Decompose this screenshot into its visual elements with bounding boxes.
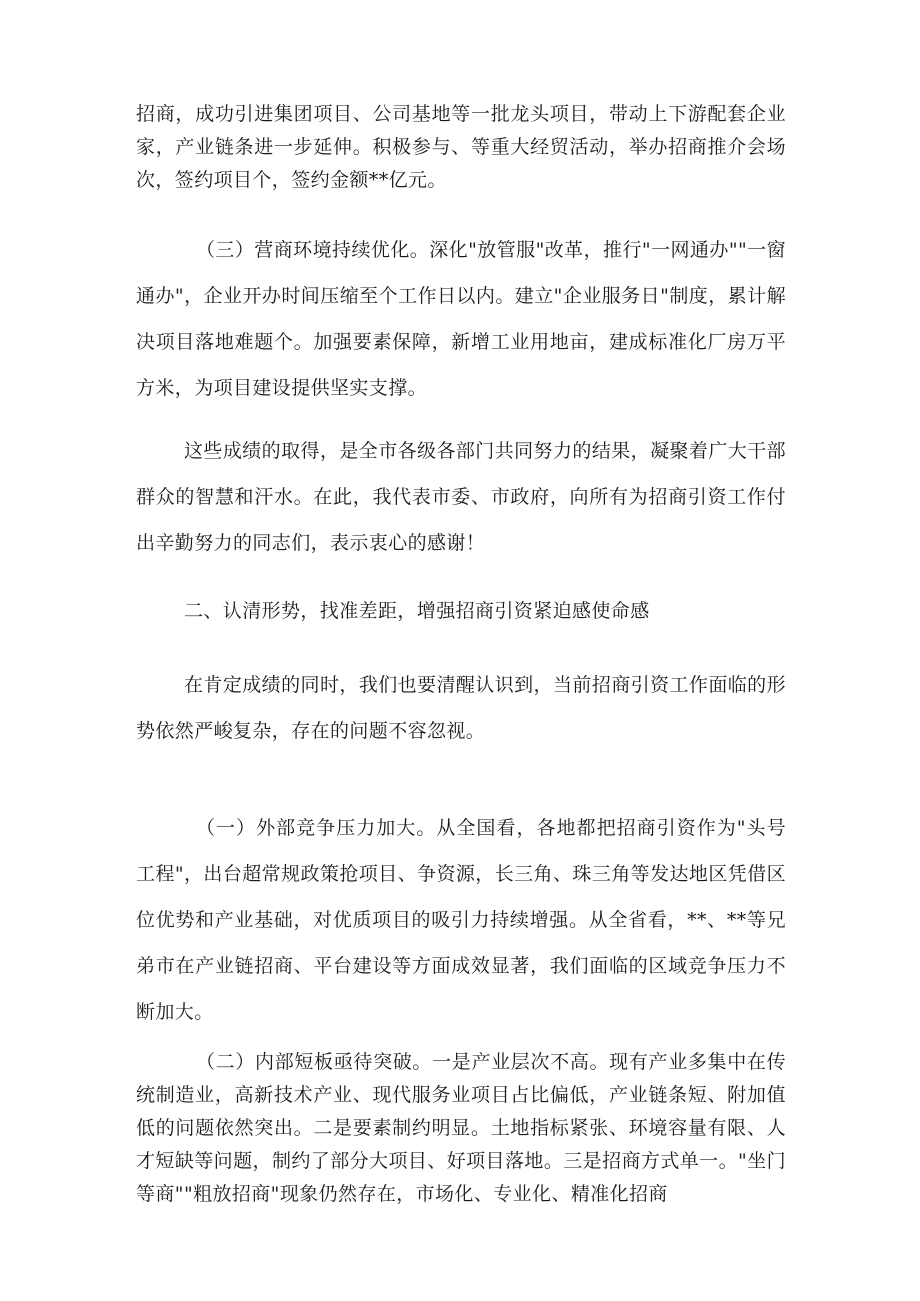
paragraph-internal-shortcomings: （二）内部短板亟待突破。一是产业层次不高。现有产业多集中在传统制造业，高新技术产业、现代服务业项目占比偏低，产业链条短、附加值低的问题依然突出。二是要素制约明显。土地指标紧张、环境容量有限、人才短缺等问题，制约了部分大项目、好项目落地。三是招商方式单一。"坐门等商""粗放招商"现象仍然存在，市场化、专业化、精准化招商 xyxy=(136,1051,786,1205)
paragraph-investment-results: 招商，成功引进集团项目、公司基地等一批龙头项目，带动上下游配套企业家，产业链条进一步延伸。积极参与、等重大经贸活动，举办招商推介会场次，签约项目个，签约金额**亿元。 xyxy=(136,103,786,191)
paragraph-external-competition: （一）外部竞争压力加大。从全国看，各地都把招商引资作为"头号工程"，出台超常规政策抢项目、争资源，长三角、珠三角等发达地区凭借区位优势和产业基础，对优质项目的吸引力持续增强。从全省看，**、**等兄弟市在产业链招商、平台建设等方面成效显著，我们面临的区域竞争压力不断加大。 xyxy=(136,817,786,1023)
paragraph-acknowledgement: 这些成绩的取得，是全市各级各部门共同努力的结果，凝聚着广大干部群众的智慧和汗水。在此，我代表市委、市政府，向所有为招商引资工作付出辛勤努力的同志们，表示衷心的感谢！ xyxy=(136,440,786,554)
section-heading: 二、认清形势，找准差距，增强招商引资紧迫感使命感 xyxy=(184,600,650,622)
paragraph-business-environment: （三）营商环境持续优化。深化"放管服"改革，推行"一网通办""一窗通办"，企业开办时间压缩至个工作日以内。建立"企业服务日"制度，累计解决项目落地难题个。加强要素保障，新增工业用地亩，建成标准化厂房万平方米，为项目建设提供坚实支撑。 xyxy=(136,239,786,399)
paragraph-situation-intro: 在肯定成绩的同时，我们也要清醒认识到，当前招商引资工作面临的形势依然严峻复杂，存在的问题不容忽视。 xyxy=(136,674,786,742)
